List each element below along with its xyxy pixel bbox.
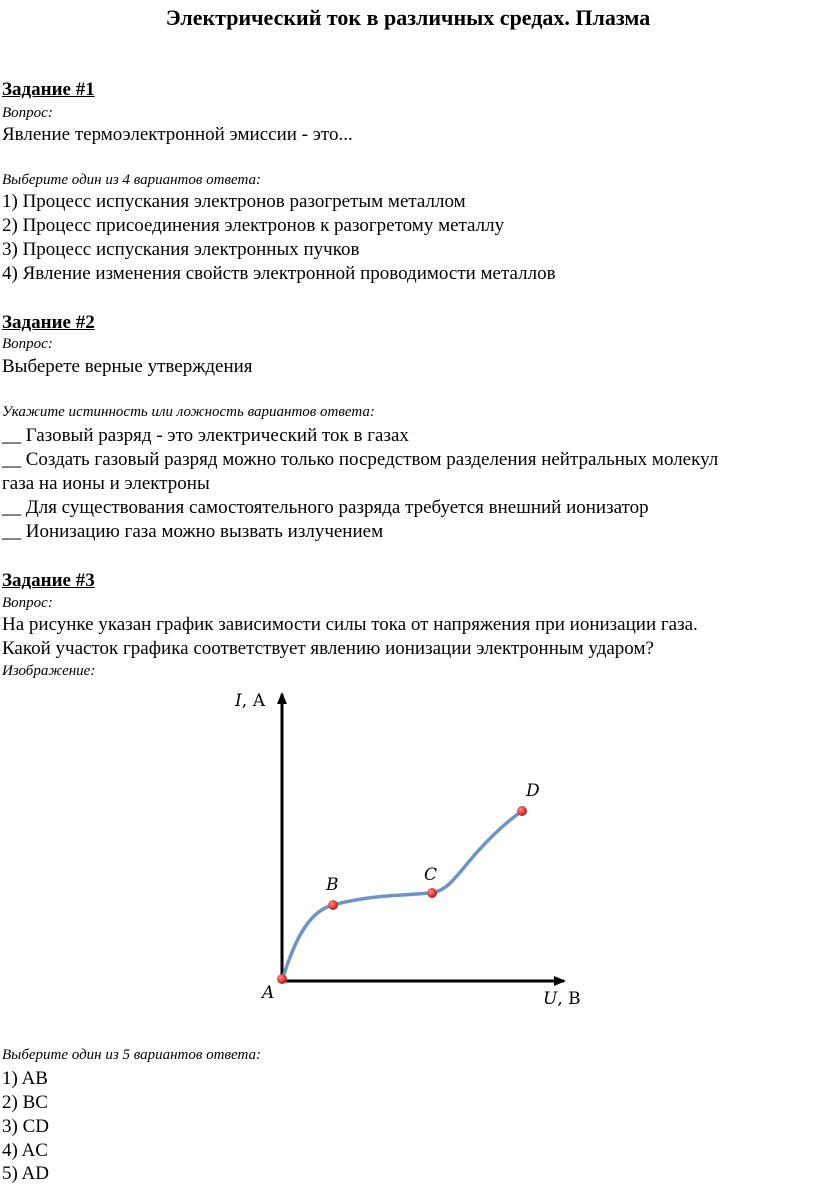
task3-question-label: Вопрос:	[2, 595, 53, 611]
x-axis-label	[543, 989, 581, 1009]
task1-heading: Задание #1	[2, 79, 95, 100]
point-d-label: D	[526, 781, 540, 801]
task3-heading: Задание #3	[2, 570, 95, 591]
y-axis-var: I	[235, 691, 242, 711]
task1-question-label: Вопрос:	[2, 105, 53, 121]
point-b-label: B	[326, 875, 339, 895]
point-a-label: A	[262, 983, 275, 1003]
y-axis-unit: , А	[241, 691, 266, 711]
task2-answer-label: Укажите истинность или ложность вариантов ответа:	[2, 404, 375, 420]
task3-question-line2: Какой участок графика соответствует явлению ионизации электронным ударом?	[2, 638, 654, 659]
task3-answer-label: Выберите один из 5 вариантов ответа:	[2, 1047, 261, 1063]
task1-question: Явление термоэлектронной эмиссии - это...	[2, 124, 353, 145]
point-d-marker	[517, 806, 527, 816]
x-axis-var: U	[543, 989, 558, 1009]
task2-statement-2: __ Создать газовый разряд можно только посредством разделения нейтральных молекул	[2, 449, 719, 470]
task1-option-1: 1) Процесс испускания электронов разогретым металлом	[2, 191, 466, 212]
task2-question: Выберете верные утверждения	[2, 356, 253, 377]
task3-image-label: Изображение:	[2, 663, 96, 679]
page-title: Электрический ток в различных средах. Плазма	[165, 5, 651, 30]
task2-statement-2-cont: газа на ионы и электроны	[2, 473, 210, 494]
task1-answer-label: Выберите один из 4 вариантов ответа:	[2, 172, 261, 188]
task2-statement-1: __ Газовый разряд - это электрический ток в газах	[2, 425, 409, 446]
task2-question-label: Вопрос:	[2, 336, 53, 352]
y-axis-label	[234, 691, 266, 711]
point-c-marker	[427, 888, 437, 898]
task1-option-3: 3) Процесс испускания электронных пучков	[2, 239, 360, 260]
iv-graph	[0, 680, 816, 1020]
task3-question-line1: На рисунке указан график зависимости силы тока от напряжения при ионизации газа.	[2, 614, 698, 635]
point-a-marker	[277, 974, 287, 984]
task1-option-4: 4) Явление изменения свойств электронной проводимости металлов	[2, 263, 556, 284]
point-b-marker	[328, 900, 338, 910]
x-axis-unit: , В	[557, 989, 581, 1009]
task3-option-4: 4) AC	[2, 1140, 48, 1161]
task3-option-1: 1) AB	[2, 1068, 48, 1089]
iv-curve	[282, 811, 522, 980]
task3-option-3: 3) CD	[2, 1116, 49, 1137]
task1-option-2: 2) Процесс присоединения электронов к разогретому металлу	[2, 215, 505, 236]
point-c-label: C	[424, 865, 438, 885]
task2-statement-3: __ Для существования самостоятельного разряда требуется внешний ионизатор	[2, 497, 649, 518]
task3-option-2: 2) BC	[2, 1092, 48, 1113]
task3-option-5: 5) AD	[2, 1163, 49, 1184]
task2-heading: Задание #2	[2, 312, 95, 333]
task2-statement-4: __ Ионизацию газа можно вызвать излучением	[2, 521, 384, 542]
